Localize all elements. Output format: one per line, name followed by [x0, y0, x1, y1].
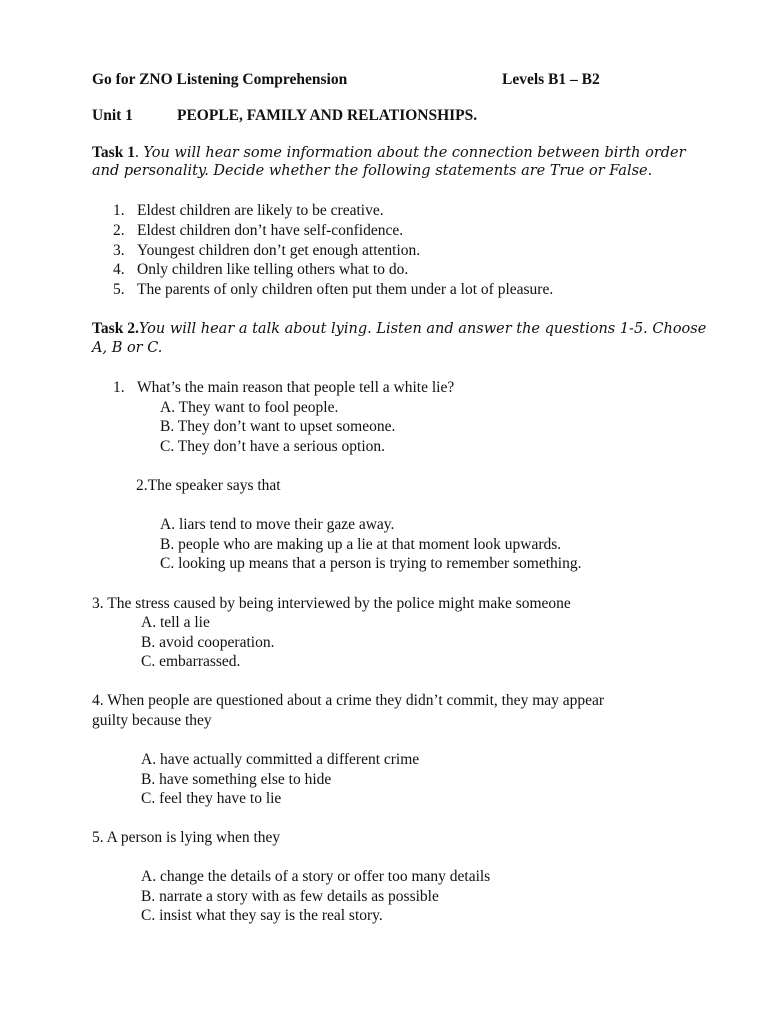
task1-item: 3. Youngest children don’t get enough attention.: [113, 242, 421, 259]
task1-item: 4. Only children like telling others what to do.: [113, 261, 409, 278]
answer-option: A. tell a lie: [141, 614, 210, 631]
task2-instruction-line1: You will hear a talk about lying. Listen and answer the questions 1-5. Choose: [138, 321, 707, 337]
answer-option: A. have actually committed a different crime: [141, 751, 420, 768]
levels-label: Levels B1 – B2: [502, 71, 600, 88]
question-2: 2.The speaker says that: [136, 477, 281, 494]
task1-item: 5. The parents of only children often put them under a lot of pleasure.: [113, 281, 554, 298]
question-4-line2: guilty because they: [92, 712, 212, 729]
task1-instruction: [92, 143, 686, 163]
answer-option: C. They don’t have a serious option.: [160, 438, 386, 455]
task2-instruction: [92, 319, 706, 339]
question-3: 3. The stress caused by being interviewed by the police might make someone: [92, 595, 571, 612]
answer-option: C. insist what they say is the real story.: [141, 907, 383, 924]
course-title: Go for ZNO Listening Comprehension: [92, 71, 348, 88]
answer-option: C. embarrassed.: [141, 653, 241, 670]
unit-title: PEOPLE, FAMILY AND RELATIONSHIPS.: [177, 107, 478, 124]
task1-label: Task 1: [92, 144, 135, 161]
answer-option: B. avoid cooperation.: [141, 634, 275, 651]
answer-option: B. They don’t want to upset someone.: [160, 418, 396, 435]
task2-label: Task 2.: [92, 320, 139, 337]
answer-option: C. looking up means that a person is trying to remember something.: [160, 555, 582, 572]
task1-item: 2. Eldest children don’t have self-confidence.: [113, 222, 404, 239]
answer-option: A. change the details of a story or offer too many details: [141, 868, 491, 885]
question-5: 5. A person is lying when they: [92, 829, 281, 846]
unit-number: Unit 1: [92, 107, 133, 124]
task1-label-sep: .: [134, 144, 139, 161]
answer-option: B. have something else to hide: [141, 771, 332, 788]
answer-option: B. narrate a story with as few details as possible: [141, 888, 439, 905]
task1-instruction-line1: You will hear some information about the connection between birth order: [138, 145, 686, 161]
answer-option: C. feel they have to lie: [141, 790, 282, 807]
answer-option: A. liars tend to move their gaze away.: [160, 516, 395, 533]
answer-option: B. people who are making up a lie at that moment look upwards.: [160, 536, 562, 553]
question-1: 1. What’s the main reason that people tell a white lie?: [113, 379, 455, 396]
task1-item: 1. Eldest children are likely to be creative.: [113, 202, 384, 219]
question-4-line1: 4. When people are questioned about a crime they didn’t commit, they may appear: [92, 692, 605, 709]
task2-instruction-line2: A, B or C.: [92, 340, 163, 356]
answer-option: A. They want to fool people.: [160, 399, 339, 416]
task1-instruction-line2: and personality. Decide whether the following statements are True or False.: [92, 163, 653, 179]
